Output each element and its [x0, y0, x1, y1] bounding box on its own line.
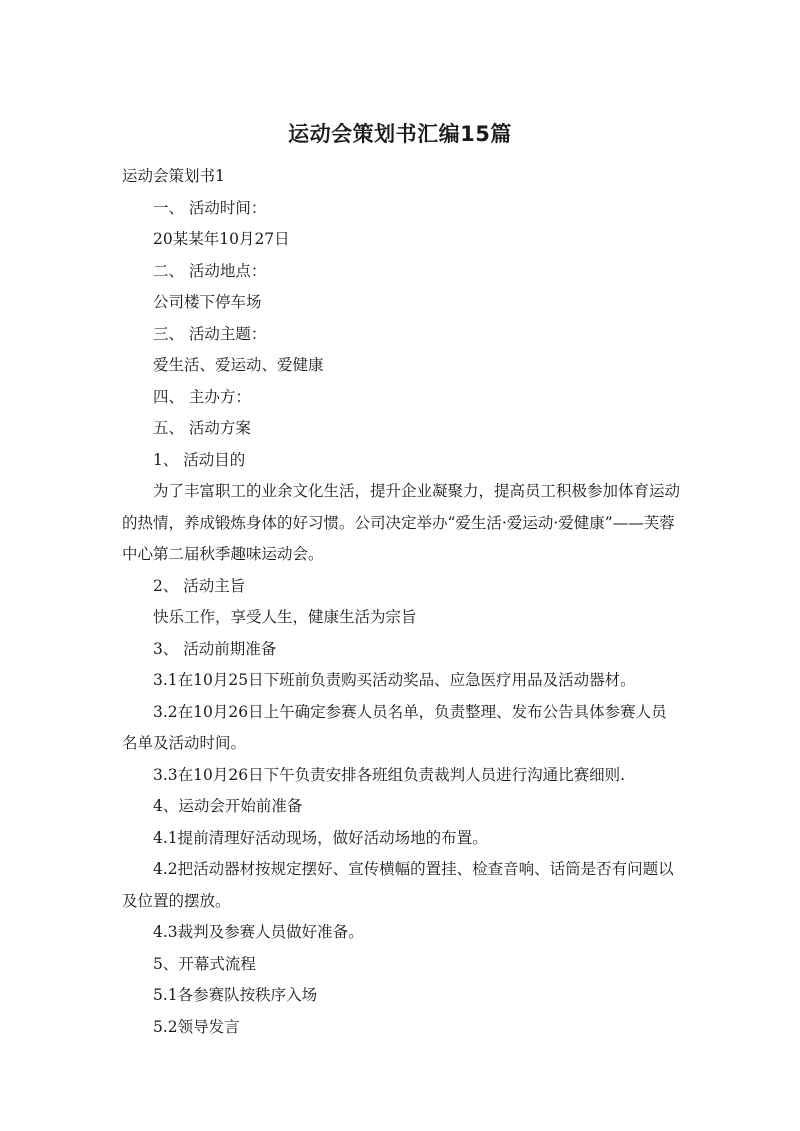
paragraph: 二、 活动地点：	[153, 261, 267, 280]
paragraph: 五、 活动方案	[153, 419, 251, 437]
paragraph: 三、 活动主题：	[153, 324, 267, 343]
document-body	[122, 161, 682, 1043]
paragraph: 3.3在10月26日下午负责安排各班组负责裁判人员进行沟通比赛细则.	[153, 765, 626, 784]
paragraph: 快乐工作，享受人生，健康生活为宗旨	[153, 608, 417, 626]
paragraph: 5、开幕式流程	[153, 954, 256, 973]
paragraph: 4.2把活动器材按规定摆好、宣传横幅的置挂、检查音响、话筒是否有问题以及位置的摆放。	[122, 860, 674, 910]
paragraph: 爱生活、爱运动、爱健康	[153, 356, 324, 374]
paragraph: 2、 活动主旨	[153, 576, 246, 595]
paragraph: 4.3裁判及参赛人员做好准备。	[153, 923, 364, 941]
paragraph: 公司楼下停车场	[153, 293, 262, 311]
paragraph: 5.1各参赛队按秩序入场	[153, 986, 318, 1004]
paragraph: 1、 活动目的	[153, 450, 246, 469]
paragraph: 3.2在10月26日上午确定参赛人员名单，负责整理、发布公告具体参赛人员名单及活动时间。	[122, 702, 667, 752]
paragraph: 3.1在10月25日下班前负责购买活动奖品、应急医疗用品及活动器材。	[153, 671, 636, 689]
paragraph: 一、 活动时间：	[153, 198, 267, 217]
section-heading: 运动会策划书1	[122, 167, 225, 185]
paragraph: 4、运动会开始前准备	[153, 797, 303, 815]
paragraph: 四、 主办方：	[153, 387, 251, 406]
paragraph: 20某某年10月27日	[153, 230, 290, 248]
paragraph: 为了丰富职工的业余文化生活，提升企业凝聚力，提高员工积极参加体育运动的热情，养成锻炼身体的好习惯。公司决定举办“爱生活·爱运动·爱健康”——芙蓉中心第二届秋季趣味运动会。	[122, 482, 681, 563]
paragraph: 4.1提前清理好活动现场，做好活动场地的布置。	[153, 828, 488, 847]
document-title: 运动会策划书汇编15篇	[288, 122, 512, 146]
paragraph: 3、 活动前期准备	[153, 639, 277, 658]
paragraph: 5.2领导发言	[153, 1017, 240, 1036]
